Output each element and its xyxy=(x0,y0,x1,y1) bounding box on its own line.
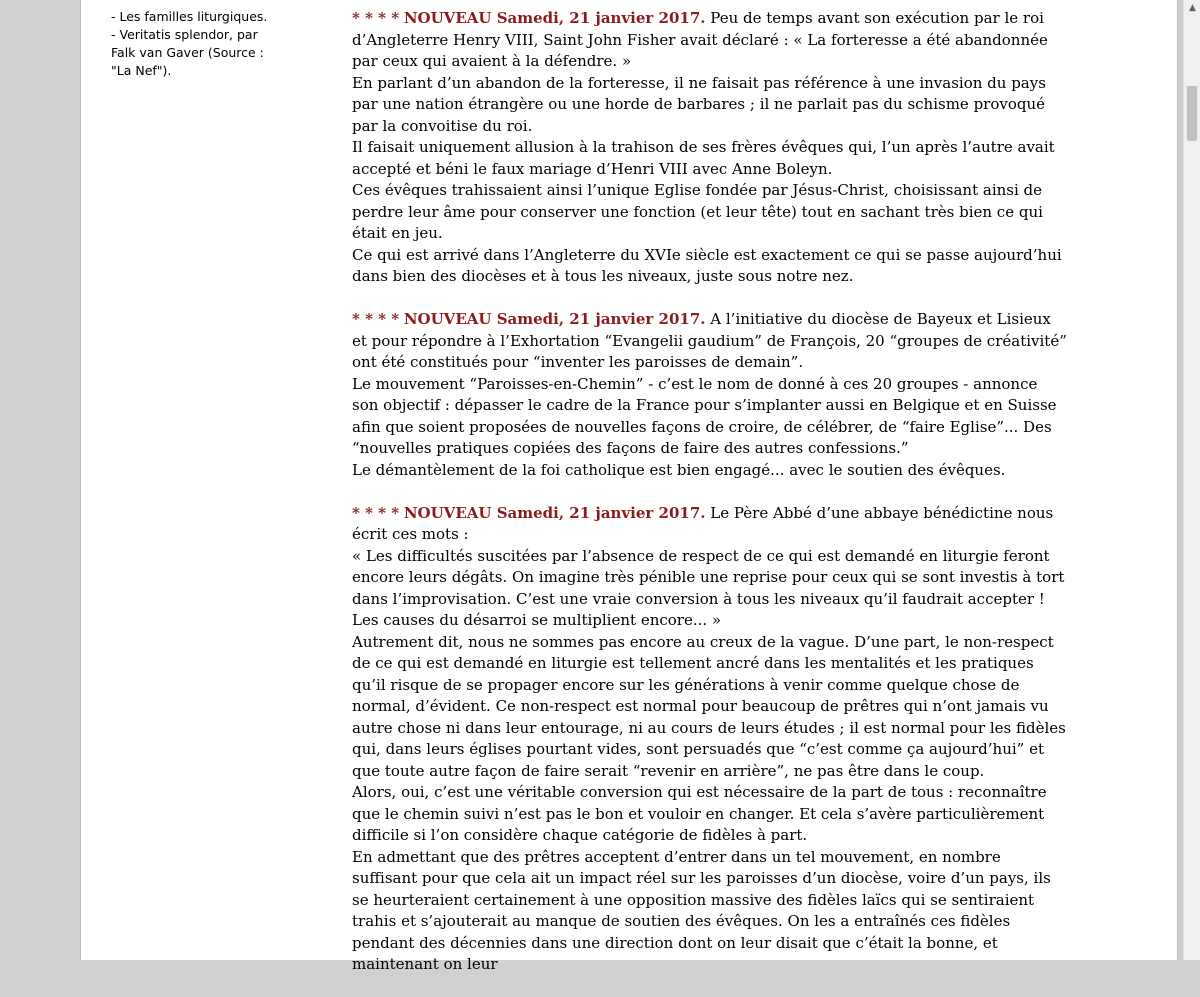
news-article-2 xyxy=(352,309,1068,481)
news-article-1 xyxy=(352,8,1068,288)
article-heading: NOUVEAU Samedi, 21 janvier 2017. xyxy=(403,310,706,328)
vertical-scrollbar[interactable] xyxy=(1183,0,1200,960)
news-article-3 xyxy=(352,503,1068,976)
article-paragraph xyxy=(352,8,1068,73)
article-text: Le Père Abbé d’une abbaye bénédictine nous écrit ces mots : xyxy=(352,503,1054,543)
sidebar-line[interactable]: - Les familles liturgiques. xyxy=(111,9,268,24)
article-marker: * * * * xyxy=(352,503,400,522)
article-text: A l’initiative du diocèse de Bayeux et Lisieux et pour répondre à l’Exhortation “Evangelii gaudium” de François, 20 “groupes de créativité” ont été constitués pour “inventer les paroisses de demain”. xyxy=(352,310,1067,371)
article-paragraph: Ces évêques trahissaient ainsi l’unique Eglise fondée par Jésus-Christ, choisissant ainsi de perdre leur âme pour conserver une fonction (et leur tête) tout en sachant très bien ce qui était en jeu. xyxy=(352,181,1043,242)
article-paragraph xyxy=(352,503,1068,546)
article-paragraph: Le démantèlement de la foi catholique est bien engagé... avec le soutien des évêques. xyxy=(352,460,1006,479)
sidebar-line[interactable]: "La Nef"). xyxy=(111,63,172,78)
main-content xyxy=(352,8,1068,997)
sidebar-line[interactable]: Falk van Gaver (Source : xyxy=(111,45,264,60)
article-marker: * * * * xyxy=(352,9,400,27)
article-paragraph: Le mouvement “Paroisses-en-Chemin” - c’est le nom de donné à ces 20 groupes - annonce son objectif : dépasser le cadre de la France pour s’implanter aussi en Belgique et en Suisse afin que soient proposées de nouvelles façons de croire, de célébrer, de “faire Eglise”... Des “nouvelles pratiques copiées des façons de faire des autres confessions.” xyxy=(352,374,1057,457)
article-paragraph xyxy=(352,309,1068,374)
article-paragraph: Autrement dit, nous ne sommes pas encore au creux de la vague. D’une part, le non-respect de ce qui est demandé en liturgie est tellement ancré dans les mentalités et les pratiques qu’il risque de se propager encore sur les générations à venir comme quelque chose de normal, d’évident. Ce non-respect est normal pour beaucoup de prêtres qui n’ont jamais vu autre chose ni dans leur entourage, ni au cours de leurs études ; il est normal pour les fidèles qui, dans leurs églises pourtant vides, sont persuadés que “c’est comme ça aujourd’hui” et que toute autre façon de faire serait “revenir en arrière”, ne pas être dans le coup. xyxy=(352,632,1066,780)
article-paragraph: Ce qui est arrivé dans l’Angleterre du XVIe siècle est exactement ce qui se passe aujourd’hui dans bien des diocèses et à tous les niveaux, juste sous notre nez. xyxy=(352,245,1062,285)
page-container xyxy=(80,0,1178,973)
article-heading: NOUVEAU Samedi, 21 janvier 2017. xyxy=(403,503,706,522)
sidebar-line[interactable]: - Veritatis splendor, par xyxy=(111,27,258,42)
scrollbar-thumb[interactable] xyxy=(1187,86,1197,141)
article-paragraph: Alors, oui, c’est une véritable conversion qui est nécessaire de la part de tous : reconnaître que le chemin suivi n’est pas le bon et vouloir en changer. Et cela s’avère particulièrement difficile si l’on considère chaque catégorie de fidèles à part. xyxy=(352,783,1047,844)
triangle-up-icon[interactable]: ▲ xyxy=(1189,3,1196,13)
sidebar xyxy=(111,8,286,80)
article-paragraph: « Les difficultés suscitées par l’absence de respect de ce qui est demandé en liturgie feront encore leurs dégâts. On imagine très pénible une reprise pour ceux qui se sont investis à tort dans l’improvisation. C’est une vraie conversion à tous les niveaux qu’il faudrait accepter ! Les causes du désarroi se multiplient encore... » xyxy=(352,546,1065,629)
article-paragraph: En admettant que des prêtres acceptent d’entrer dans un tel mouvement, en nombre suffisant pour que cela ait un impact réel sur les paroisses d’un diocèse, voire d’un pays, ils se heurteraient certainement à une opposition massive des fidèles laïcs qui se sentiraient trahis et s’ajouterait au manque de soutien des évêques. On les a entraînés ces fidèles pendant des décennies dans une direction dont on leur disait que c’était la bonne, et maintenant on leur xyxy=(352,847,1051,973)
article-marker: * * * * xyxy=(352,310,400,328)
article-paragraph: En parlant d’un abandon de la forteresse, il ne faisait pas référence à une invasion du pays par une nation étrangère ou une horde de barbares ; il ne parlait pas du schisme provoqué par la convoitise du roi. xyxy=(352,73,1046,135)
article-heading: NOUVEAU Samedi, 21 janvier 2017. xyxy=(403,9,706,27)
article-text: Peu de temps avant son exécution par le roi d’Angleterre Henry VIII, Saint John Fisher avait déclaré : « La forteresse a été abandonnée par ceux qui avaient à la défendre. » xyxy=(352,9,1048,70)
article-paragraph: Il faisait uniquement allusion à la trahison de ses frères évêques qui, l’un après l’autre avait accepté et béni le faux mariage d’Henri VIII avec Anne Boleyn. xyxy=(352,138,1055,178)
